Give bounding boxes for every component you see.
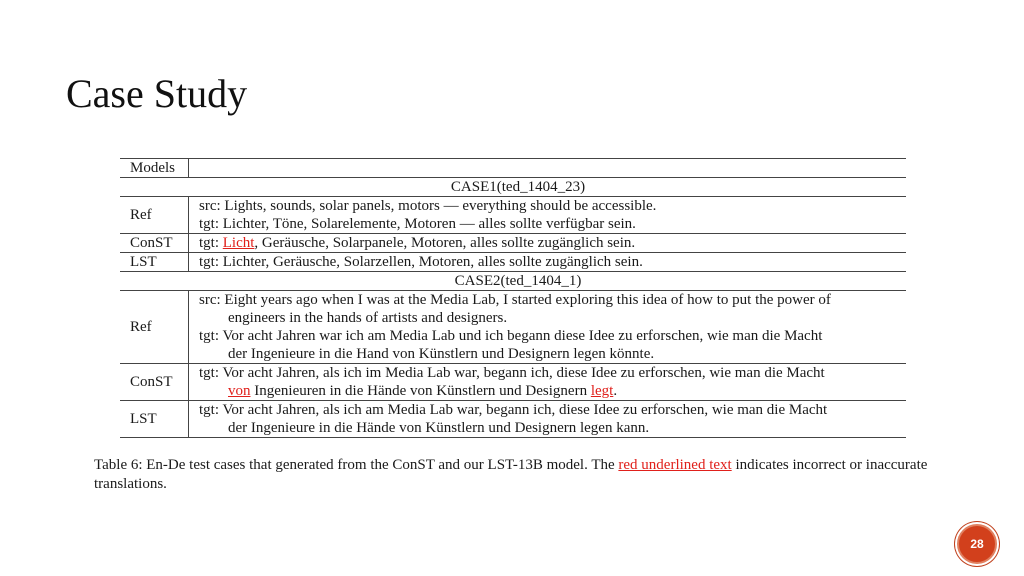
model-row <box>120 401 906 438</box>
text-segment: tgt: Vor acht Jahren, als ich im Media Lab war, begann ich, diese Idee zu erforschen, wie man die Macht <box>199 365 825 381</box>
table-header-row <box>120 159 906 178</box>
model-row <box>120 234 906 253</box>
text-segment: tgt: Lichter, Töne, Solarelemente, Motoren — alles sollte verfügbar sein. <box>199 216 636 232</box>
caption-text: Table 6: En-De test cases that generated from the ConST and our LST-13B model. The <box>94 457 619 473</box>
case-study-table <box>120 158 906 438</box>
slide-title: Case Study <box>66 71 248 116</box>
text-line <box>199 419 906 437</box>
text-segment: engineers in the hands of artists and designers. <box>228 310 508 326</box>
model-name: Ref <box>120 197 189 234</box>
model-row <box>120 364 906 401</box>
translation-cell <box>189 291 907 364</box>
model-name: Ref <box>120 291 189 364</box>
translation-cell <box>189 364 907 401</box>
translation-cell <box>189 401 907 438</box>
text-segment: src: Lights, sounds, solar panels, motors — everything should be accessible. <box>199 198 657 214</box>
header-blank-cell <box>189 159 907 178</box>
text-line <box>199 234 906 252</box>
text-line <box>199 401 906 419</box>
caption-highlight: red underlined text <box>618 457 732 473</box>
text-segment: Ingenieuren in die Hände von Künstlern und Designern <box>250 383 591 399</box>
text-line <box>199 345 906 363</box>
model-row <box>120 291 906 364</box>
text-segment: tgt: Vor acht Jahren, als ich am Media Lab war, begann ich, diese Idee zu erforschen, wie man die Macht <box>199 402 828 418</box>
text-segment: der Ingenieure in die Hand von Künstlern und Designern legen könnte. <box>228 346 655 362</box>
page-number-badge: 28 <box>957 524 997 564</box>
text-line <box>199 327 906 345</box>
translation-cell <box>189 234 907 253</box>
caption-text-end: indicates incorrect or inaccurate translations. <box>94 457 928 492</box>
text-line <box>199 309 906 327</box>
text-segment: der Ingenieure in die Hände von Künstlern und Designern legen kann. <box>228 420 650 436</box>
text-line <box>199 382 906 400</box>
model-name: ConST <box>120 234 189 253</box>
text-line <box>199 197 906 215</box>
text-segment: tgt: Vor acht Jahren war ich am Media Lab und ich begann diese Idee zu erforschen, wie man die Macht <box>199 328 823 344</box>
text-segment: . <box>613 383 618 399</box>
text-segment: tgt: Lichter, Geräusche, Solarzellen, Motoren, alles sollte zugänglich sein. <box>199 254 643 270</box>
case-header-row <box>120 178 906 197</box>
case-header-row <box>120 272 906 291</box>
text-segment: , Geräusche, Solarpanele, Motoren, alles sollte zugänglich sein. <box>254 235 636 251</box>
text-line <box>199 253 906 271</box>
text-segment: src: Eight years ago when I was at the Media Lab, I started exploring this idea of how to put the power of <box>199 292 831 308</box>
model-name: LST <box>120 401 189 438</box>
text-line <box>199 364 906 382</box>
text-line <box>199 215 906 233</box>
text-line <box>199 291 906 309</box>
error-highlight: legt <box>590 383 614 399</box>
error-highlight: von <box>228 383 251 399</box>
case-title: CASE2(ted_1404_1) <box>120 272 906 291</box>
case-title: CASE1(ted_1404_23) <box>120 178 906 197</box>
translation-cell <box>189 253 907 272</box>
table-caption <box>94 456 944 494</box>
model-name: ConST <box>120 364 189 401</box>
models-header: Models <box>120 159 189 178</box>
text-segment: tgt: <box>199 235 223 251</box>
model-row <box>120 253 906 272</box>
error-highlight: Licht <box>222 235 255 251</box>
model-row <box>120 197 906 234</box>
model-name: LST <box>120 253 189 272</box>
translation-cell <box>189 197 907 234</box>
